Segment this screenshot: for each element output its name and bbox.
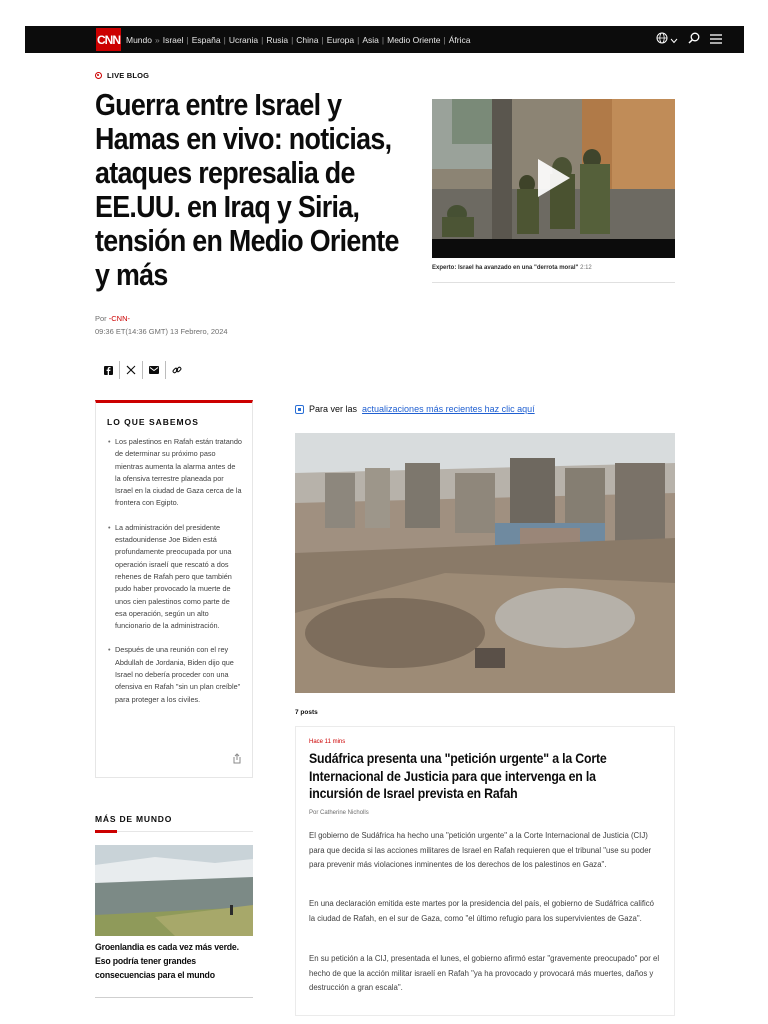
cnn-logo[interactable]: CNN [96,28,121,51]
video-duration: 2:12 [580,265,592,271]
divider [95,831,253,832]
list-item: • Los palestinos en Rafah están tratando de determinar su próximo paso mientras aumenta la alarma antes de la ofensiva terrestre planeada por Israel en la ciudad de Gaza cerca de la frontera con Egipto. [108,436,243,510]
page-title: Guerra entre Israel y Hamas en vivo: noticias, ataques represalia de EE.UU. en Iraq y Siria, tensión en Medio Oriente y más [95,88,399,292]
nav-item-china[interactable]: China [296,34,319,45]
menu-icon[interactable] [710,31,722,49]
live-indicator-icon [95,72,102,79]
share-bar [97,360,188,380]
more-section-title: MÁS DE MUNDO [95,814,173,824]
nav-item-espana[interactable]: España [191,34,221,45]
divider [432,282,675,283]
byline [95,312,228,338]
globe-icon[interactable] [656,31,668,49]
nav-item-africa[interactable]: África [448,34,471,45]
nav-item-europa[interactable]: Europa [326,34,355,45]
share-icon[interactable] [232,753,242,767]
chevron-down-icon[interactable] [670,31,678,49]
nav-item-asia[interactable]: Asia [362,34,379,45]
latest-updates-notice [295,404,535,414]
nav-separator: | [291,34,294,45]
nav-item-mundo[interactable]: Mundo [126,34,152,45]
update-icon [295,405,304,414]
more-story-image[interactable] [95,845,253,936]
live-blog-label [95,71,149,80]
post-title: Sudáfrica presenta una "petición urgente" a la Corte Internacional de Justicia para que intervenga en la incursión de Israel prevista en Rafah [309,750,607,801]
nav-item-israel[interactable]: Israel [162,34,184,45]
section-accent [95,830,117,833]
nav-separator: | [381,34,385,45]
search-icon[interactable] [688,31,700,49]
nav-item-medio-oriente[interactable]: Medio Oriente [387,34,441,45]
nav-separator: | [443,34,446,45]
main-article-image [295,433,675,693]
nav-separator: | [321,34,324,45]
update-prefix: Para ver las [309,404,358,414]
live-blog-text: LIVE BLOG [107,71,150,80]
list-item: • Después de una reunión con el rey Abdullah de Jordania, Biden dijo que Israel no debería proceder con una ofensiva en Rafah "sin un plan creíble" para proteger a los civiles. [108,644,243,705]
byline-prefix: Por [95,314,107,323]
publish-timestamp: 09:36 ET(14:36 GMT) 13 Febrero, 2024 [95,327,228,336]
latest-updates-link[interactable]: actualizaciones más recientes haz clic aquí [362,404,535,414]
posts-count: 7 posts [295,709,318,716]
post-author: Por Catherine Nicholls [309,810,369,816]
list-item: • La administración del presidente estadounidense Joe Biden está profundamente preocupada por una operación israelí que rescató a dos rehenes de Rafah pero que también pudo haber provocado la muerte de unos cien palestinos como parte de esa operación, según un alto funcionario de la administración. [108,522,243,633]
video-thumbnail [432,99,675,258]
nav-item-rusia[interactable]: Rusia [266,34,289,45]
video-caption[interactable] [432,265,592,271]
facebook-icon[interactable] [97,366,119,375]
post-paragraph: En una declaración emitida este martes por la presidencia del país, el gobierno de Sudáfrica calificó la ciudad de Rafah, en el sur de Gaza, como "el último refugio para los supervivientes de Gaza". [309,899,654,923]
post-time: Hace 11 mins [309,739,346,745]
top-nav-bar [25,26,744,53]
nav-item-ucrania[interactable]: Ucrania [228,34,259,45]
nav-actions [656,26,722,53]
post-paragraph: En su petición a la CIJ, presentada el lunes, el gobierno afirmó estar "gravemente preocupado" por el hecho de que la acción militar israelí en Rafah "ya ha provocado y provocará más muertes, daños y destrucción a gran escala". [309,954,660,992]
key-points-list [96,436,252,706]
key-points-box [95,400,253,778]
blog-post-card [295,726,675,1016]
divider [95,997,253,998]
post-paragraph: El gobierno de Sudáfrica ha hecho una "petición urgente" a la Corte Internacional de Justicia (CIJ) para que decida si las acciones militares de Israel en Rafah requieren que el tribunal "use su poder para prevenir más violaciones inminentes de los derechos de los palestinos en Gaza". [309,831,652,869]
link-icon[interactable] [166,365,188,375]
nav-separator: | [357,34,360,45]
x-icon[interactable] [120,365,142,375]
video-caption-text: Experto: Israel ha avanzado en una "derrota moral" [432,265,579,271]
nav-separator: | [261,34,264,45]
more-story-title[interactable]: Groenlandia es cada vez más verde. Eso podría tener grandes consecuencias para el mundo [95,942,239,981]
author-link[interactable]: -CNN- [108,314,131,323]
nav-separator: | [186,34,189,45]
email-icon[interactable] [143,366,165,374]
video-player[interactable] [432,99,675,258]
nav-links [126,26,470,53]
nav-separator: | [223,34,226,45]
nav-separator: » [155,34,160,45]
key-points-title: LO QUE SABEMOS [107,417,199,427]
